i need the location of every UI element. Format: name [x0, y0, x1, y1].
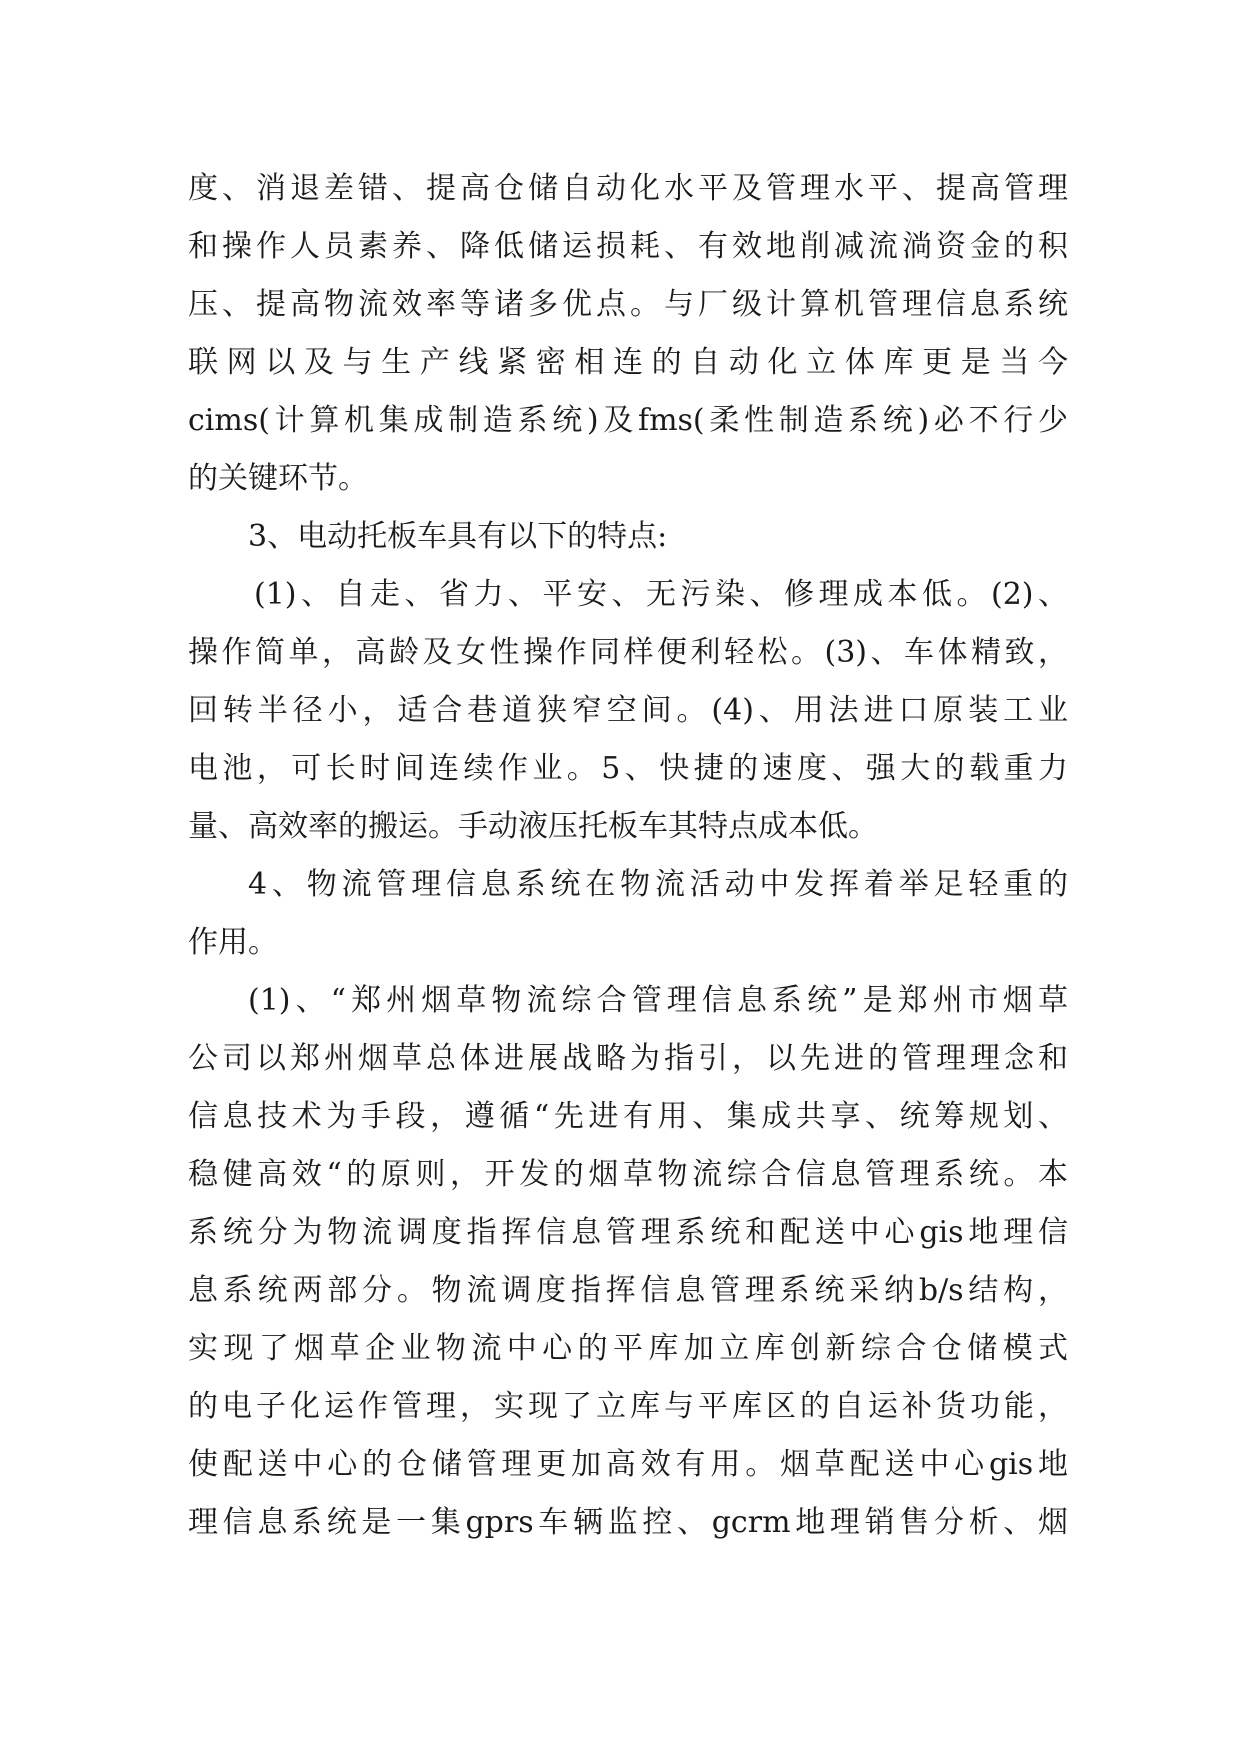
paragraph-benefits-continued	[188, 160, 1068, 508]
text-line: 稳健高效“的原则，开发的烟草物流综合信息管理系统。本	[188, 1157, 1068, 1192]
text-line: 4、物流管理信息系统在物流活动中发挥着举足轻重的	[248, 867, 1068, 902]
text-line: 联网以及与生产线紧密相连的自动化立体库更是当今	[188, 345, 1068, 380]
paragraph-zhengzhou-tobacco-system	[188, 972, 1068, 1552]
text-line: 电池，可长时间连续作业。5、快捷的速度、强大的载重力	[188, 751, 1068, 786]
text-line: 回转半径小，适合巷道狭窄空间。(4)、用法进口原装工业	[188, 693, 1068, 728]
text-line: 使配送中心的仓储管理更加高效有用。烟草配送中心gis地	[188, 1447, 1068, 1482]
text-line: 的电子化运作管理，实现了立库与平库区的自运补货功能，	[188, 1389, 1068, 1424]
text-line: 度、消退差错、提高仓储自动化水平及管理水平、提高管理	[188, 171, 1068, 206]
paragraph-section-4-heading	[188, 856, 1068, 972]
document-body	[188, 160, 1068, 1552]
text-line: 息系统两部分。物流调度指挥信息管理系统采纳b/s结构，	[188, 1273, 1068, 1308]
paragraph-electric-pallet-features	[188, 566, 1068, 856]
paragraph-section-3-heading	[188, 508, 1068, 566]
text-line: 信息技术为手段，遵循“先进有用、集成共享、统筹规划、	[188, 1099, 1068, 1134]
text-line: 理信息系统是一集gprs车辆监控、gcrm地理销售分析、烟	[188, 1505, 1068, 1540]
text-line: 公司以郑州烟草总体进展战略为指引，以先进的管理理念和	[188, 1041, 1068, 1076]
text-line: 的关键环节。	[188, 461, 368, 496]
text-line: 实现了烟草企业物流中心的平库加立库创新综合仓储模式	[188, 1331, 1068, 1366]
text-line: 压、提高物流效率等诸多优点。与厂级计算机管理信息系统	[188, 287, 1068, 322]
text-line: (1)、自走、省力、平安、无污染、修理成本低。(2)、	[254, 577, 1068, 612]
text-line: 操作简单，高龄及女性操作同样便利轻松。(3)、车体精致，	[188, 635, 1068, 670]
text-line: 3、电动托板车具有以下的特点:	[248, 519, 668, 554]
text-line: 和操作人员素养、降低储运损耗、有效地削减流淌资金的积	[188, 229, 1068, 264]
text-line: cims(计算机集成制造系统)及fms(柔性制造系统)必不行少	[188, 403, 1068, 438]
text-line: 系统分为物流调度指挥信息管理系统和配送中心gis地理信	[188, 1215, 1068, 1250]
text-line: 量、高效率的搬运。手动液压托板车其特点成本低。	[188, 809, 878, 844]
text-line: (1)、“郑州烟草物流综合管理信息系统”是郑州市烟草	[248, 983, 1068, 1018]
text-line: 作用。	[188, 925, 278, 960]
